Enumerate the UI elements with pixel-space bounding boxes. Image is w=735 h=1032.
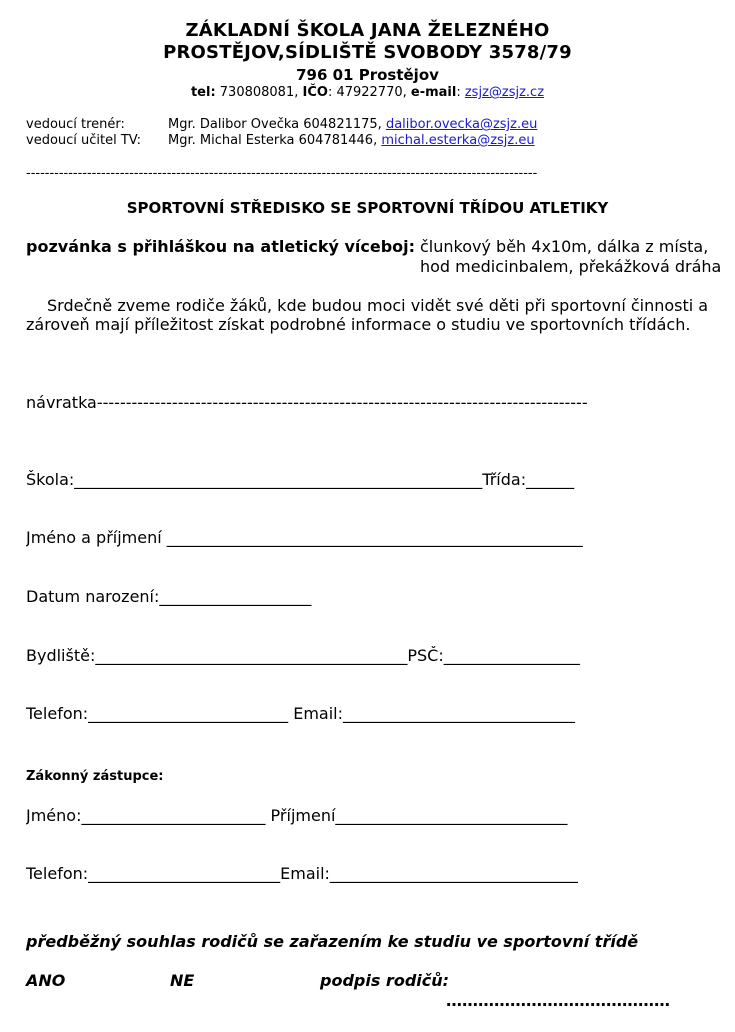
- ico-label: IČO: [302, 85, 328, 100]
- document-title: SPORTOVNÍ STŘEDISKO SE SPORTOVNÍ TŘÍDOU ATLETIKY: [126, 199, 609, 217]
- invitation-paragraph-line1: Srdečně zveme rodiče žáků, kde budou moci vidět své děti při sportovní činnosti a: [47, 296, 709, 315]
- contact-role-teacher: vedoucí učitel TV:: [26, 133, 142, 148]
- consent-text: předběžný souhlas rodičů se zařazením ke studiu ve sportovní třídě: [26, 932, 639, 951]
- invitation-label: pozvánka s přihláškou na atletický víceboj:: [26, 237, 416, 256]
- email-sep: :: [456, 85, 465, 100]
- signature-line[interactable]: ……………………………………: [446, 991, 670, 1010]
- school-postal: 796 01 Prostějov: [296, 66, 439, 84]
- invitation-paragraph-line2: zároveň mají příležitost získat podrobné informace o studiu ve sportovních třídách.: [26, 315, 691, 334]
- field-school-class[interactable]: Škola:___________________________________________________Třída:______: [26, 470, 575, 489]
- trainer-email-link[interactable]: dalibor.ovecka@zsjz.eu: [385, 117, 538, 132]
- school-email-link[interactable]: zsjz@zsjz.cz: [464, 85, 545, 100]
- return-slip-divider: návratka-------------------------------------------------------------------------------------: [26, 393, 588, 412]
- teacher-email-link[interactable]: michal.esterka@zsjz.eu: [381, 133, 535, 148]
- field-full-name[interactable]: Jméno a příjmení ____________________________________________________: [26, 528, 583, 547]
- consent-no-option[interactable]: NE: [170, 971, 195, 990]
- field-phone-email[interactable]: Telefon:_________________________ Email:_____________________________: [26, 704, 576, 723]
- separator-line: -------------------------------------------------------------------------------------------------------------: [26, 166, 538, 181]
- contact-trainer-name: Mgr. Dalibor Ovečka 604821175,: [168, 117, 386, 132]
- invitation-events-line2: hod medicinbalem, překážková dráha: [420, 257, 722, 276]
- guardian-label: Zákonný zástupce:: [26, 769, 164, 784]
- tel-value: 730808081,: [215, 85, 303, 100]
- contact-trainer: [168, 117, 537, 132]
- signature-label: podpis rodičů:: [320, 971, 450, 990]
- field-guardian-phone-email[interactable]: Telefon:________________________Email:_______________________________: [26, 864, 578, 883]
- field-address-zip[interactable]: Bydliště:_______________________________________PSČ:_________________: [26, 646, 580, 665]
- school-contact-line: [0, 85, 735, 100]
- field-guardian-name[interactable]: Jméno:_______________________ Příjmení_____________________________: [26, 806, 568, 825]
- invitation: [26, 237, 415, 256]
- invitation-events-line1: člunkový běh 4x10m, dálka z místa,: [420, 237, 709, 256]
- field-birth-date[interactable]: Datum narození:___________________: [26, 587, 312, 606]
- contact-role-trainer: vedoucí trenér:: [26, 117, 125, 132]
- consent-yes-option[interactable]: ANO: [26, 971, 66, 990]
- tel-label: tel:: [190, 85, 216, 100]
- email-label: e-mail: [410, 85, 457, 100]
- school-name-line2: PROSTĚJOV,SÍDLIŠTĚ SVOBODY 3578/79: [163, 42, 572, 63]
- school-name-line1: ZÁKLADNÍ ŠKOLA JANA ŽELEZNÉHO: [185, 20, 550, 41]
- contact-teacher-name: Mgr. Michal Esterka 604781446,: [168, 133, 382, 148]
- ico-value: : 47922770,: [327, 85, 411, 100]
- contact-teacher: [168, 133, 535, 148]
